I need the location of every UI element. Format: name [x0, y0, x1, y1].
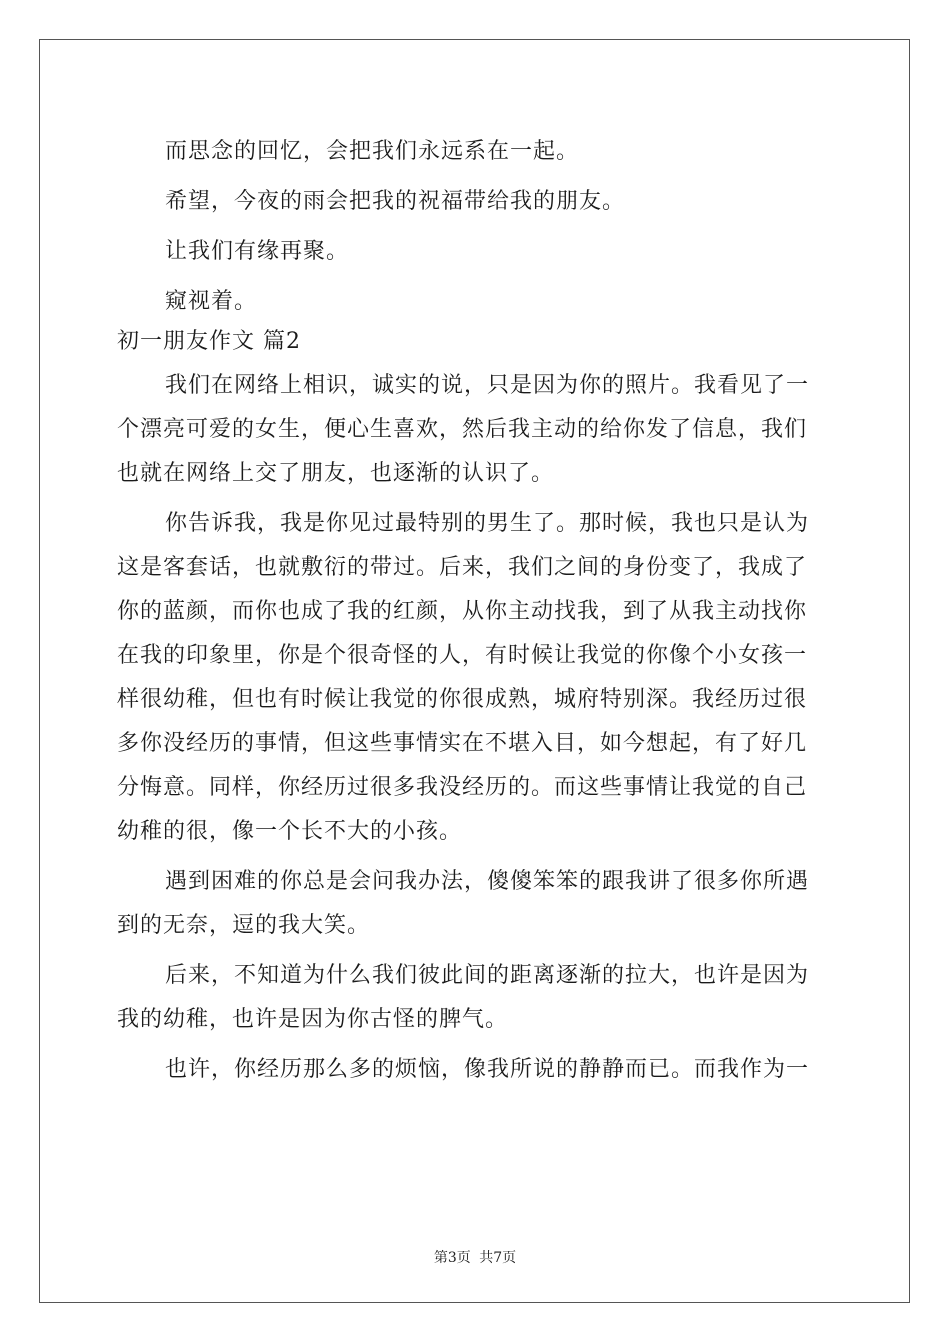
page-total: 共7页 — [479, 1250, 517, 1266]
paragraph-start-line: 后来，不知道为什么我们彼此间的距离逐渐的拉大，也许是因为 — [165, 963, 810, 988]
paragraph-start-line: 你告诉我，我是你见过最特别的男生了。那时候，我也只是认为 — [165, 511, 810, 536]
text-line: 幼稚的很，像一个长不大的小孩。 — [117, 819, 463, 844]
line-gap — [117, 494, 833, 504]
text-line: 也就在网络上交了朋友，也逐渐的认识了。 — [117, 461, 555, 486]
text-line: 个漂亮可爱的女生，便心生喜欢，然后我主动的给你发了信息，我们 — [117, 417, 808, 442]
line-gap — [117, 222, 833, 232]
paragraph-start-line: 遇到困难的你总是会问我办法，傻傻笨笨的跟我讲了很多你所遇 — [165, 869, 810, 894]
text-line: 你的蓝颜，而你也成了我的红颜，从你主动找我，到了从我主动找你 — [117, 599, 808, 624]
paragraph-start-line: 希望，今夜的雨会把我的祝福带给我的朋友。 — [165, 189, 626, 214]
line-gap — [117, 852, 833, 862]
section-heading: 初一朋友作文 篇2 — [117, 329, 301, 354]
text-line: 到的无奈，逗的我大笑。 — [117, 913, 371, 938]
paragraph-start-line: 我们在网络上相识，诚实的说，只是因为你的照片。我看见了一 — [165, 373, 810, 398]
document-body — [117, 132, 833, 1090]
paragraph-start-line: 窥视着。 — [165, 289, 258, 314]
line-gap — [117, 272, 833, 282]
line-gap — [117, 946, 833, 956]
text-line: 我的幼稚，也许是因为你古怪的脾气。 — [117, 1007, 509, 1032]
line-gap — [117, 1040, 833, 1050]
text-line: 在我的印象里，你是个很奇怪的人，有时候让我觉的你像个小女孩一 — [117, 643, 808, 668]
text-line: 多你没经历的事情，但这些事情实在不堪入目，如今想起，有了好几 — [117, 731, 808, 756]
text-line: 分悔意。同样，你经历过很多我没经历的。而这些事情让我觉的自己 — [117, 775, 808, 800]
text-line: 样很幼稚，但也有时候让我觉的你很成熟，城府特别深。我经历过很 — [117, 687, 808, 712]
paragraph-start-line: 也许，你经历那么多的烦恼，像我所说的静静而已。而我作为一 — [165, 1057, 810, 1082]
page-number: 第3页 — [433, 1250, 471, 1266]
paragraph-start-line: 而思念的回忆，会把我们永远系在一起。 — [165, 139, 580, 164]
line-gap — [117, 172, 833, 182]
page-footer — [0, 1247, 950, 1267]
text-line: 这是客套话，也就敷衍的带过。后来，我们之间的身份变了，我成了 — [117, 555, 808, 580]
paragraph-start-line: 让我们有缘再聚。 — [165, 239, 350, 264]
